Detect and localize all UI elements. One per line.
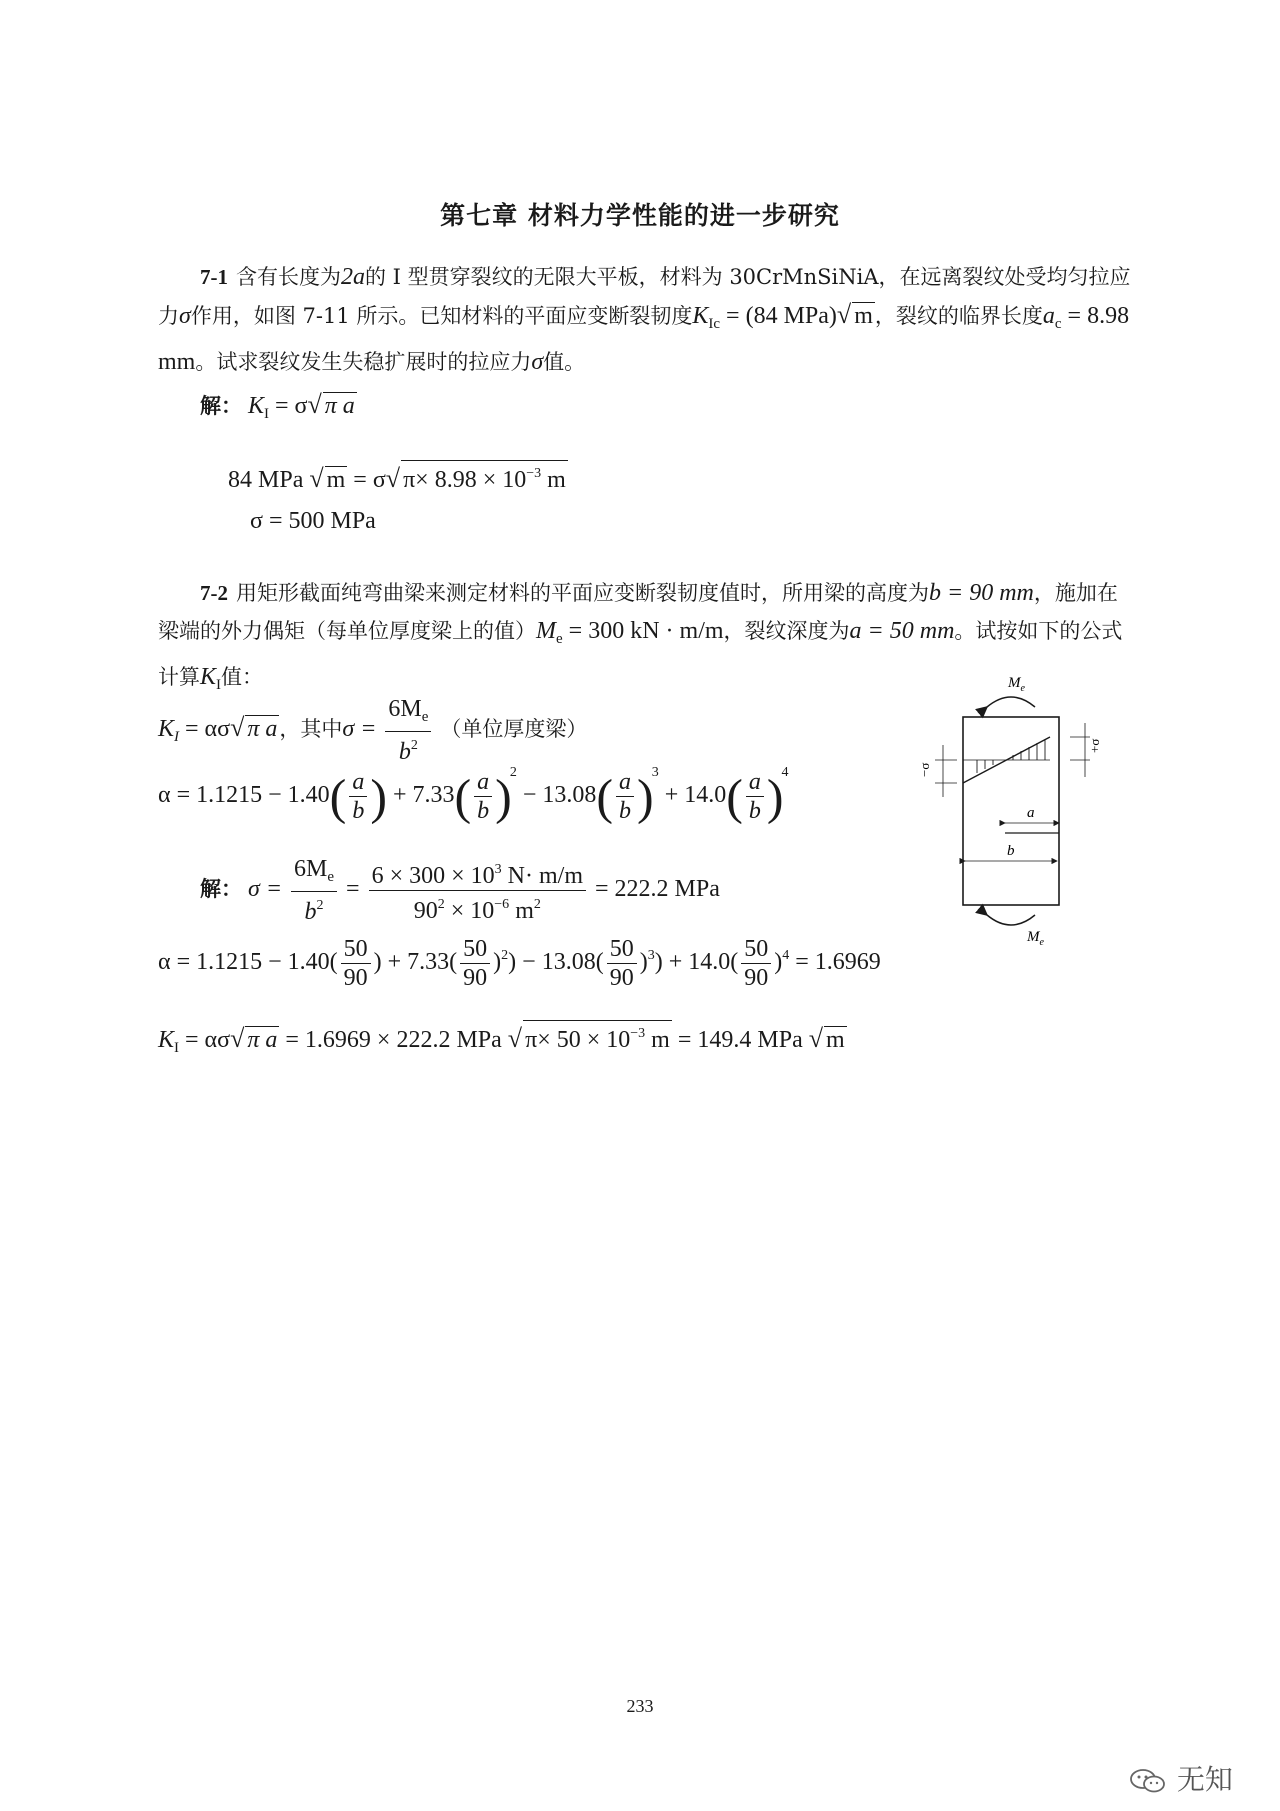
math: σ = 500 MPa: [250, 508, 376, 534]
math: = (84 MPa): [726, 303, 837, 329]
math: = 1.6969 × 222.2 MPa: [285, 1027, 502, 1053]
math: + 14.0: [664, 782, 727, 808]
math: ) − 13.08(: [508, 949, 604, 976]
bottom-moment-label: $M_e$: [1027, 929, 1044, 945]
math: K: [158, 1027, 175, 1053]
text: 作用，如图 7-11 所示。已知材料的平面应变断裂韧度: [190, 304, 693, 328]
math: = σ: [353, 467, 386, 493]
math: 50: [460, 935, 490, 964]
math: 6M: [294, 856, 328, 882]
math-root: π a: [324, 393, 355, 419]
math: ): [493, 949, 502, 976]
math: m: [645, 1027, 670, 1053]
math: = 8.98 mm: [158, 303, 1130, 375]
math: K: [200, 664, 217, 690]
math-sup: 4: [782, 948, 790, 964]
math: 2a: [341, 264, 365, 290]
math: K: [158, 716, 175, 743]
math-sub: c: [1054, 316, 1062, 332]
math-sub: e: [421, 709, 429, 725]
math: σ =: [248, 876, 283, 903]
wechat-icon: [1128, 1767, 1168, 1795]
solution-label: 解：: [200, 394, 242, 418]
text: 。试按如下的公式计算: [158, 619, 1123, 689]
text: 用矩形截面纯弯曲梁来测定材料的平面应变断裂韧度值时，所用梁的高度为: [236, 581, 929, 605]
math-sup: 3: [494, 862, 502, 877]
stress-arrows: [977, 739, 1045, 773]
text: 值。: [543, 350, 586, 374]
beam-figure: [905, 665, 1125, 945]
math: ): [639, 949, 648, 976]
bottom-moment-arrow: [987, 915, 1035, 925]
math-root: m: [326, 467, 346, 493]
math-root: m: [826, 1027, 845, 1053]
text: ，裂纹的临界长度: [874, 304, 1043, 328]
math: = 1.6969: [795, 949, 881, 976]
math: 50: [341, 935, 371, 964]
math: = ασ: [185, 1027, 231, 1053]
math-sub: I: [216, 677, 222, 693]
math: = 149.4 MPa: [677, 1027, 803, 1053]
formula-k: $K_I = \alpha\sigma√$ π a，其中σ = $\frac{6M_e}{b^2}$ （单位厚度梁）: [158, 696, 588, 765]
math: 90: [413, 898, 438, 924]
solution-7-1-eq3: [250, 508, 376, 535]
problem-number: 7-1: [200, 265, 228, 289]
text: （单位厚度梁）: [440, 717, 588, 742]
math: = 222.2 MPa: [595, 876, 720, 903]
math-sub: e: [556, 631, 563, 647]
top-moment-label: $M_e$: [1008, 675, 1025, 694]
math-sup: 2: [501, 948, 509, 964]
math: b: [619, 797, 632, 824]
top-moment-arrow: [987, 697, 1035, 707]
math: a = 50 mm: [849, 618, 955, 644]
math: m: [541, 467, 566, 493]
text: ，其中: [279, 717, 343, 742]
solution-7-1-eq2: 84 MPa √ m = σ√ $\pi\times 8.98 \times 10^{-3}$ m: [228, 460, 568, 494]
math: b = 90 mm: [929, 580, 1034, 606]
math: b: [398, 739, 411, 765]
math: 90: [343, 965, 368, 991]
watermark-text: 无知: [1176, 1763, 1233, 1796]
math: 90: [744, 965, 769, 991]
math: σ: [531, 349, 544, 375]
math: b: [748, 797, 761, 824]
math: 84 MPa: [228, 467, 304, 493]
watermark: [1128, 1758, 1233, 1798]
math-sub: I: [264, 406, 270, 422]
crack-depth-label: a: [1027, 805, 1035, 821]
minus-sigma-label: −σ: [917, 762, 932, 777]
plus-sigma-label: +σ: [1087, 738, 1102, 753]
chapter-title: 第七章 材料力学性能的进一步研究: [440, 201, 840, 230]
math: α = 1.1215 − 1.40: [158, 782, 330, 808]
math: N· m/m: [501, 863, 583, 889]
math: − 13.08: [522, 782, 597, 808]
text: 值：: [221, 665, 264, 689]
math-sup: 3: [651, 765, 659, 780]
math: m: [509, 898, 534, 924]
solution-7-1-eq1: 解： $K_I = \sigma√$ π a: [200, 390, 355, 422]
math: 50: [607, 935, 637, 964]
math: π× 50 × 10: [525, 1027, 631, 1053]
solution-7-2-sigma: [200, 855, 720, 926]
math-sub: Ic: [708, 316, 721, 332]
math: ): [774, 949, 783, 976]
math: a: [1042, 303, 1055, 329]
math: σ: [179, 303, 191, 329]
math: α = 1.1215 − 1.40(: [158, 949, 338, 976]
math: K: [692, 303, 709, 329]
problem-number: 7-2: [200, 581, 228, 605]
math: + 7.33: [392, 782, 455, 808]
math: = σ: [275, 393, 308, 419]
fraction: [385, 695, 431, 766]
math: b: [304, 899, 317, 925]
text: ，裂纹深度为: [723, 619, 850, 643]
math: 6 × 300 × 10: [371, 863, 495, 889]
math-sup: 2: [316, 898, 324, 913]
math-sup: 2: [509, 765, 517, 780]
solution-label: 解：: [200, 877, 242, 902]
math-sup: 4: [781, 765, 789, 780]
math: a: [616, 768, 634, 797]
math-root: m: [854, 303, 873, 329]
math: σ =: [342, 716, 377, 743]
math-root: π a: [247, 1027, 278, 1053]
math-sup: 3: [647, 948, 655, 964]
math: 90: [609, 965, 634, 991]
text: ，施加在梁端的外力偶矩（每单位厚度梁上的值）: [158, 581, 1118, 643]
math: b: [352, 797, 365, 824]
page-number: 233: [626, 1696, 654, 1716]
math-sup: 2: [533, 897, 541, 912]
formula-alpha: α = 1.1215 − 1.40( $\frac{a}{b}$ ) + 7.33( $\frac{a}{b}$ )$^2$ − 13.08( $\frac{a}{b}$ )$^3$ + 14.0( $\frac{a}{b}$ )$^4$: [158, 765, 789, 825]
text: 含有长度为: [236, 265, 341, 289]
math-sub: I: [174, 729, 180, 746]
beam-height-label: b: [1007, 843, 1015, 859]
math: a: [746, 768, 764, 797]
math-root: π a: [247, 716, 278, 743]
math-sup: −3: [630, 1026, 646, 1041]
solution-7-2-alpha: [158, 935, 881, 992]
math: M: [536, 618, 556, 644]
math-sub: e: [327, 869, 335, 885]
math: 50: [741, 935, 771, 964]
math: =: [346, 876, 360, 903]
math: π× 8.98 × 10: [403, 467, 527, 493]
text: 的 I 型贯穿裂纹的无限大平板，材料为 30CrMnSiNiA，在远离裂纹处受均匀拉应力: [158, 265, 1131, 328]
math: K: [248, 393, 265, 419]
math-sup: −6: [494, 897, 510, 912]
math-sub: I: [174, 1040, 180, 1056]
math: a: [474, 768, 492, 797]
math: 6M: [388, 696, 422, 722]
math: = 300 kN · m/m: [568, 618, 724, 644]
math-sup: 2: [437, 897, 445, 912]
math: ) + 14.0(: [654, 949, 739, 976]
solution-7-2-k: $K_I = \alpha\sigma√$ π a = 1.6969 × 222.2 MPa √ $\pi\times 50 \times 10^{-3}$ m = 149.4 MPa √ m: [158, 1020, 847, 1057]
problem-7-1: 7-1 含有长度为2a的 I 型贯穿裂纹的无限大平板，材料为 30CrMnSiNiA，在远离裂纹处受均匀拉应力σ作用，如图 7-11 所示。已知材料的平面应变断裂韧度$K_{Ic} = (84$ MPa)√ m，裂纹的临界长度$a_c = 8.98$ mm。试求裂纹发生失稳扩展时的拉应力σ值。: [158, 264, 1131, 375]
math: b: [477, 797, 490, 824]
math: × 10: [444, 898, 495, 924]
math: 90: [463, 965, 488, 991]
math: ) + 7.33(: [373, 949, 458, 976]
math: = ασ: [185, 716, 231, 743]
math-sup: −3: [526, 466, 542, 481]
text: 。试求裂纹发生失稳扩展时的拉应力: [195, 350, 532, 374]
math: a: [349, 768, 367, 797]
math-sup: 2: [410, 738, 418, 753]
